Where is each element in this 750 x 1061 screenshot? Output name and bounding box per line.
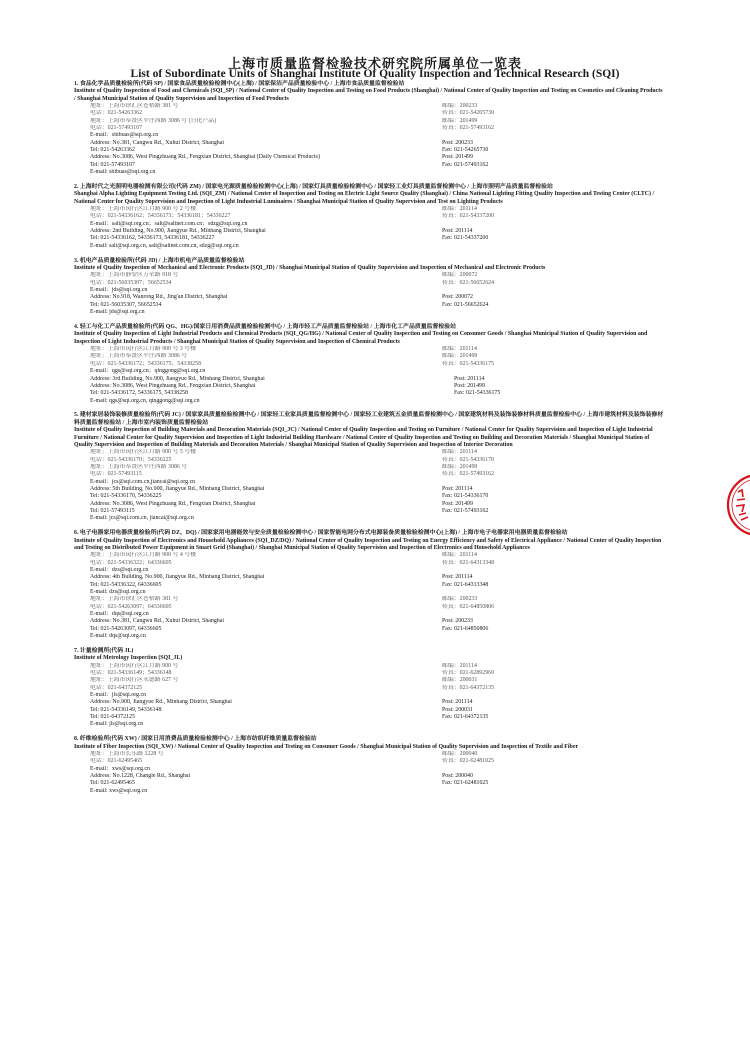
section-english-name: Institute of Quality Inspection of Food and Chemicals (SQI_SP) / National Center of Quality Inspection and Testing on Food Products (Shanghai) / National Center of Quality Inspection and Testing on Cosmetics and Cleaning Products / Shanghai Municipal Station of Quality Supervision and Inspection of Food Products: [74, 88, 663, 102]
contact-detail: 地址：上海市闵行区江月路 900 号 2 号楼: [90, 206, 197, 213]
contact-detail: E-mail: dqs@sqi.org.cn: [90, 633, 146, 640]
contact-row: [74, 471, 664, 478]
contact-detail: Address: No.918, Wanrong Rd., Jing'an District, Shanghai: [90, 294, 228, 301]
contact-post-fax: 邮编：201114: [442, 662, 477, 669]
contact-post-fax: 传真：021-54265730: [442, 110, 495, 117]
contact-post-fax: [442, 515, 664, 522]
contact-post-fax: 邮编：201499: [442, 463, 478, 470]
contact-post-fax: [442, 479, 664, 486]
contact-post-fax: [442, 611, 664, 618]
contact-detail: 地址：上海市奉贤区平庄西路 3086 号: [90, 463, 188, 470]
contact-row: [74, 699, 664, 706]
contact-detail: Address: No.1228, Changle Rd., Shanghai: [90, 773, 191, 780]
contact-row: [74, 368, 664, 375]
section-heading: 5. 建材家居装饰装修质量检验所(代码 JC) / 国家家具质量检验检测中心 / 国家轻工业家具质量监督检测中心 / 国家轻工业建筑五金质量监督检测中心 / 国家建筑材料及装饰装修材料质量监督检验中心 / 上海市建筑材料及装饰装修材料质量监督检验站 / 上海市室内装饰质量监督检验站: [74, 412, 664, 426]
contact-detail: 地址：上海市徐汇区苍梧路 381 号: [90, 596, 179, 603]
contact-post-fax: [442, 169, 664, 176]
page-title-en: List of Subordinate Units of Shanghai Institute Of Quality Inspection and Technical Research (SQI): [130, 68, 620, 80]
contact-row: [74, 346, 664, 353]
contact-row: [74, 169, 664, 176]
contact-detail: Tel: 021-64372125: [90, 714, 135, 721]
contact-detail: 电话：021-57493115: [90, 471, 142, 478]
contact-post-fax: 传真：021-57493162: [442, 471, 495, 478]
contact-detail: E-mail: jls@sqi.org.cn: [90, 721, 144, 728]
contact-post-fax: Post: 201114: [442, 699, 473, 706]
section-english-name: Institute of Quality Inspection of Building Materials and Decoration Materials (SQI_JC) / National Center of Quality Inspection and Testing on Furniture / National Center for Quality Supervision and Inspection of Light Industrial Furniture / National Center for Quality Supervision and Inspection of Light Industrial Building Hardware / National Center of Quality Inspection and Testing on Building and Decoration Materials / Shanghai Municipal Station of Quality Supervision and Inspection of Building Materials and Decoration Materials / Shanghai Municipal Station of Quality Supervision and Inspection of Interior Decoration: [74, 427, 653, 448]
contact-post-fax: Post: 200233: [442, 618, 473, 625]
contact-detail: Tel: 021-62495465: [90, 780, 135, 787]
contact-post-fax: Post: 201114: [442, 228, 473, 235]
contact-detail: E-mail：dzs@sqi.org.cn: [90, 566, 149, 573]
contact-row: [74, 788, 664, 795]
contact-row: [74, 132, 664, 139]
unit-section: [74, 81, 664, 176]
contact-post-fax: Post: 201499: [442, 154, 473, 161]
contact-post-fax: Fax: 021-56652624: [442, 301, 489, 308]
contact-row: [74, 162, 664, 169]
contact-detail: Tel: 021-54263362: [90, 147, 135, 154]
contact-post-fax: [442, 766, 664, 773]
contact-detail: Address: No.3086, West Pingzhuang Rd., Fengxian District, Shanghai: [90, 382, 256, 389]
contact-post-fax: 传真：021-54336170: [442, 456, 495, 463]
contact-detail: E-mail: jcs@sqi.com.cn, jiancai@sqi.org.cn: [90, 515, 194, 522]
contact-row: [74, 110, 664, 117]
contact-row: [74, 663, 664, 670]
contact-post-fax: Post: 201114: [454, 375, 485, 382]
contact-row: [74, 766, 664, 773]
contact-row: [74, 287, 664, 294]
contact-post-fax: 邮编：201499: [442, 117, 478, 124]
contact-detail: E-mail：jds@sqi.org.cn: [90, 287, 148, 294]
contact-detail: Address: No.381, Cangwu Rd., Xuhui District, Shanghai: [90, 618, 225, 625]
contact-row: [74, 309, 664, 316]
contact-row: [74, 228, 664, 235]
contact-post-fax: 传真：021-64372135: [442, 684, 495, 691]
section-english-name: Institute of Quality Inspection of Electronics and Household Appliances (SQI_DZ/DQ) / National Center of Quality Inspection and Testing on Energy Efficiency and Safety of Electrical Appliance / National Center of Quality Inspection and Testing on Distributed Power Equipment in Smart Grid (Shanghai) / Shanghai Municipal Station of Quality Supervision and Inspection of Electronics and Household Appliances: [74, 537, 662, 551]
contact-post-fax: Post: 200072: [442, 294, 473, 301]
section-heading: 1. 食品化学品质量检验所(代码 SP) / 国家食品质量检验检测中心(上海) / 国家保洁产品质量检验中心 / 上海市食品质量监督检验站: [74, 81, 405, 87]
unit-section: [74, 648, 664, 729]
contact-post-fax: 邮编：201114: [442, 206, 477, 213]
contact-post-fax: 传真：021-62481025: [442, 758, 495, 765]
contact-row: [74, 398, 664, 405]
contact-row: [74, 361, 664, 368]
contact-detail: E-mail: qgs@sqi.org.cn, qinggong@sqi.org.cn: [90, 397, 200, 404]
contact-row: [74, 235, 664, 242]
contact-post-fax: Post: 201114: [442, 485, 473, 492]
contact-detail: Address: 5th Building, No.900, Jiangyue Rd., Minhang District, Shanghai: [90, 485, 265, 492]
contact-detail: 地址：上海市奉贤区平庄西路 3086 号: [90, 353, 188, 360]
contact-row: [74, 353, 664, 360]
contact-post-fax: 邮编：201114: [442, 449, 477, 456]
contact-post-fax: 邮编：200072: [442, 272, 478, 279]
contact-row: [74, 596, 664, 603]
contact-post-fax: Post: 200233: [442, 139, 473, 146]
contact-row: [74, 140, 664, 147]
section-english-name: Institute of Fiber Inspection (SQI_XW) / National Center of Quality Inspection and Testing on Consumer Goods / Shanghai Municipal Station of Quality Supervision and Inspection of Textile and Fiber: [74, 743, 579, 750]
contact-post-fax: Fax: 021-57493162: [442, 161, 489, 168]
page-title-cn: 上海市质量监督检验技术研究院所属单位一览表: [227, 56, 522, 71]
contact-row: [74, 206, 664, 213]
contact-detail: Address: No.3086, West Pingzhuang Rd., Fengxian District, Shanghai (Daily Chemical Products): [90, 154, 320, 161]
section-heading: 2. 上海时代之光照明电器检测有限公司(代码 ZM) / 国家电光源质量检验检测中心(上海) / 国家灯具质量检验检测中心 / 国家轻工业灯具质量监督检测中心 / 上海市照明产品质量监督检验站: [74, 184, 553, 191]
contact-detail: Tel: 021-54336322, 64336605: [90, 581, 162, 588]
contact-row: [74, 221, 664, 228]
contact-post-fax: [442, 589, 664, 596]
contact-post-fax: Fax: 021-57493162: [442, 507, 489, 514]
contact-detail: E-mail：salt@sqi.org.cn；salt@saltnet.com.cn；sdzg@sqi.org.cn: [90, 220, 248, 227]
section-english-name: Shanghai Alpha Lighting Equipment Testing Ltd. (SQI_ZM) / National Center of Inspection and Testing on Electric Light Source Quality (Shanghai) / China National Lighting Fitting Quality Inspection and Testing Center (CLTC) / National Center for Quality Supervision and Inspection of Light Industrial Luminaires / Shanghai Municipal Station of Quality Supervision and Test on Lighting Products: [74, 191, 655, 205]
section-heading: 7. 计量检测所(代码 JL): [74, 647, 134, 654]
contact-detail: E-mail: xws@sqi.org.cn: [90, 787, 148, 794]
contact-detail: 电话：021-54263097；64336605: [90, 603, 172, 610]
contact-detail: Tel: 021-54336149, 54336148: [90, 706, 162, 713]
contact-post-fax: [442, 567, 664, 574]
contact-detail: Address: No.381, Cangwu Rd., Xuhui District, Shanghai: [90, 139, 225, 146]
contact-detail: Tel: 021-54263097, 64336605: [90, 625, 162, 632]
section-english-name: Institute of Quality Inspection of Mechanical and Electronic Products (SQI_JD) / Shanghai Municipal Station of Quality Supervision and Inspection of Mechanical and Electronic Products: [74, 265, 546, 272]
contact-detail: E-mail：qgs@sqi.org.cn；qinggong@sqi.org.cn: [90, 368, 206, 375]
unit-section: [74, 412, 664, 522]
contact-detail: 电话：021-54336162；54336173；54336181；54336227: [90, 213, 231, 220]
contact-detail: 地址：上海市长乐路 1228 号: [90, 751, 164, 758]
red-seal-stamp: [718, 470, 750, 540]
contact-row: [74, 758, 664, 765]
contact-row: [74, 493, 664, 500]
unit-section: [74, 258, 664, 317]
section-heading: 3. 机电产品质量检验所(代码 JD) / 上海市机电产品质量监督检验站: [74, 257, 245, 264]
contact-row: [74, 773, 664, 780]
unit-section: [74, 324, 664, 405]
contact-post-fax: Fax: 021-64850806: [442, 625, 489, 632]
contact-detail: 地址：上海市闵行区永德路 627 号: [90, 677, 179, 684]
contact-post-fax: [442, 287, 664, 294]
contact-detail: Address: 4th Building, No.900, Jiangyue Rd., Minhang District, Shanghai: [90, 574, 265, 581]
contact-row: [74, 560, 664, 567]
contact-detail: 地址：上海市闵行区江月路 900 号 4 号楼: [90, 552, 197, 559]
contact-row: [74, 604, 664, 611]
contact-post-fax: Fax: 021-54337200: [442, 235, 489, 242]
contact-detail: Tel: 021-54336170, 54336225: [90, 493, 162, 500]
contact-row: [74, 670, 664, 677]
contact-detail: E-mail：jls@sqi.org.cn: [90, 692, 147, 699]
contact-detail: E-mail：xws@sqi.org.cn: [90, 765, 150, 772]
contact-post-fax: 传真：021-57493162: [442, 125, 495, 132]
contact-detail: Address: 2nd Building, No.900, Jiangyue Rd., Minhang District, Shanghai: [90, 228, 266, 235]
contact-row: [74, 125, 664, 132]
contact-row: [74, 464, 664, 471]
section-heading: 8. 纤维检验所(代码 XW) / 国家日用消费品质量检验检测中心 / 上海市纺织纤维质量监督检验站: [74, 736, 317, 743]
contact-post-fax: Post: 201499: [454, 382, 485, 389]
contact-row: [74, 582, 664, 589]
contact-post-fax: Post: 200040: [442, 773, 473, 780]
contact-row: [74, 280, 664, 287]
contact-post-fax: 邮编：200233: [442, 596, 478, 603]
section-english-name: Institute of Quality Inspection of Light Industrial Products and Chemical Products (SQI_QG/HG) / National Center of Quality Inspection and Testing on Consumer Goods / Shanghai Municipal Station of Quality Supervision and Inspection of Light Industrial Products / Shanghai Municipal Station of Quality Supervision and Inspection of Chemical Products: [74, 331, 648, 345]
contact-detail: E-mail：dqs@sqi.org.cn: [90, 611, 149, 617]
contact-post-fax: 邮编：200031: [442, 677, 478, 684]
contact-row: [74, 707, 664, 714]
contact-post-fax: [442, 692, 664, 699]
contact-post-fax: 传真：021-64850806: [442, 603, 495, 610]
contact-row: [74, 721, 664, 728]
contact-post-fax: Fax: 021-64313348: [442, 581, 489, 588]
contact-row: [74, 714, 664, 721]
contact-row: [74, 633, 664, 640]
contact-row: [74, 272, 664, 279]
contact-row: [74, 103, 664, 110]
contact-detail: E-mail: shibuas@sqi.org.cn: [90, 169, 156, 176]
contact-row: [74, 154, 664, 161]
contact-post-fax: Fax: 021-54265730: [442, 147, 489, 154]
contact-detail: Tel: 021-54336172, 54336175, 54338258: [90, 390, 188, 397]
contact-detail: 电话：021-54336172；54336175；54338258: [90, 360, 201, 367]
contact-row: [74, 147, 664, 154]
contact-detail: 电话：021-54336170；54336225: [90, 456, 172, 463]
contact-row: [74, 294, 664, 301]
unit-section: [74, 184, 664, 250]
contact-row: [74, 457, 664, 464]
contact-row: [74, 213, 664, 220]
section-english-name: Institute of Metrology Inspection (SQI_JL): [74, 655, 183, 662]
contact-row: [74, 751, 664, 758]
contact-post-fax: [442, 309, 664, 316]
contact-row: [74, 508, 664, 515]
contact-post-fax: [442, 721, 664, 728]
contact-row: [74, 302, 664, 309]
contact-row: [74, 567, 664, 574]
contact-row: [74, 780, 664, 787]
contact-row: [74, 449, 664, 456]
contact-post-fax: 邮编：201114: [442, 346, 477, 353]
contact-detail: Tel: 021-57493115: [90, 507, 135, 514]
contact-row: [74, 618, 664, 625]
contact-detail: 地址：上海市闵行区江月路 900 号 3 号楼: [90, 346, 197, 353]
contact-detail: Tel: 021-56035307, 56652534: [90, 301, 162, 308]
contact-detail: 地址：上海市徐汇区苍梧路 381 号: [90, 103, 179, 110]
contact-post-fax: Fax: 021-54336170: [442, 493, 489, 500]
contact-row: [74, 501, 664, 508]
contact-detail: Tel: 021-57493107: [90, 161, 135, 168]
contact-post-fax: Fax: 021-62481025: [442, 780, 489, 787]
contact-post-fax: Post: 200031: [442, 706, 473, 713]
contact-detail: 电话：021-64372125: [90, 684, 143, 691]
contact-row: [74, 390, 664, 397]
contact-row: [74, 383, 664, 390]
contact-detail: 地址：上海市奉贤区平庄西路 3086 号 (日化产品): [90, 117, 217, 124]
contact-detail: E-mail：jcs@sqi.com.cn,jiancai@sqi.org.cn: [90, 478, 196, 485]
contact-detail: E-mail: salt@sqi.org.cn, salt@saltnet.com.cn, sdzg@sqi.org.cn: [90, 242, 239, 249]
contact-detail: E-mail: dzs@sqi.org.cn: [90, 588, 146, 595]
contact-post-fax: 传真：021-54336175: [442, 360, 495, 367]
contact-row: [74, 574, 664, 581]
contact-row: [74, 677, 664, 684]
unit-list: [74, 81, 664, 803]
contact-post-fax: 邮编：201114: [442, 552, 477, 559]
contact-detail: 地址：上海市闵行区江月路 900 号: [90, 662, 179, 669]
contact-row: [74, 611, 664, 618]
contact-detail: Tel: 021-54336162, 54336173, 54336181, 54336227: [90, 235, 215, 242]
contact-row: [74, 376, 664, 383]
contact-post-fax: [442, 633, 664, 640]
contact-post-fax: 邮编：201499: [442, 353, 478, 360]
contact-post-fax: Fax: 021-64372135: [442, 714, 489, 721]
contact-post-fax: Post: 201114: [442, 574, 473, 581]
contact-detail: 地址：上海市闵行区江月路 900 号 5 号楼: [90, 449, 197, 456]
contact-row: [74, 685, 664, 692]
contact-detail: 电话：021-57493107: [90, 125, 143, 132]
contact-post-fax: Post: 201499: [442, 500, 473, 507]
contact-post-fax: Fax: 021-54336175: [454, 390, 501, 397]
contact-post-fax: 邮编：200040: [442, 751, 478, 758]
section-heading: 4. 轻工与化工产品质量检验所(代码 QG、HG)/国家日用消费品质量检验检测中心 / 上海市轻工产品质量监督检验站 / 上海市化工产品质量监督检验站: [74, 324, 457, 331]
contact-row: [74, 515, 664, 522]
contact-detail: 电话：021-54336322；64336605: [90, 559, 172, 566]
contact-detail: Address: No.900, Jiangyue Rd., Minhang District, Shanghai: [90, 699, 232, 706]
contact-post-fax: 传真：021-54337200: [442, 213, 495, 220]
contact-detail: 地址：上海市静安区万荣路 918 号: [90, 272, 179, 279]
contact-row: [74, 118, 664, 125]
contact-post-fax: 传真：021-62892960: [442, 670, 495, 676]
contact-row: [74, 486, 664, 493]
section-heading: 6. 电子电器家用电器质量检验所(代码 DZ、DQ) / 国家家用电器能效与安全质量检验检测中心 / 国家智能电网分布式电源装备质量检验检测中心(上海) / 上海市电子电器家用电器质量监督检验站: [74, 530, 568, 537]
contact-post-fax: [442, 368, 664, 375]
contact-post-fax: [442, 221, 664, 228]
contact-detail: Address: No.3086, West Pingzhuang Rd., Fengxian District, Shanghai: [90, 500, 256, 507]
contact-row: [74, 243, 664, 250]
contact-detail: 电话：021-62495465: [90, 758, 143, 765]
unit-section: [74, 736, 664, 795]
contact-detail: Address: 3rd Building, No.900, Jiangyue Rd., Minhang District, Shanghai: [90, 375, 265, 382]
contact-detail: E-mail: jds@sqi.org.cn: [90, 309, 145, 316]
contact-post-fax: 传真：021-64313348: [442, 559, 495, 566]
contact-row: [74, 479, 664, 486]
contact-detail: E-mail：shibuas@sqi.org.cn: [90, 132, 159, 139]
contact-post-fax: [442, 398, 664, 405]
contact-detail: 电话：021-54336149；54336148: [90, 670, 172, 676]
contact-post-fax: 邮编：200233: [442, 103, 478, 110]
contact-post-fax: [442, 788, 664, 795]
contact-row: [74, 589, 664, 596]
contact-post-fax: [442, 243, 664, 250]
contact-post-fax: [442, 132, 664, 139]
contact-row: [74, 552, 664, 559]
contact-detail: 电话：021-56035307；56652534: [90, 279, 172, 286]
unit-section: [74, 530, 664, 640]
contact-detail: 电话：021-54263362: [90, 110, 143, 117]
contact-post-fax: 传真：021-56652624: [442, 279, 495, 286]
contact-row: [74, 692, 664, 699]
contact-row: [74, 626, 664, 633]
